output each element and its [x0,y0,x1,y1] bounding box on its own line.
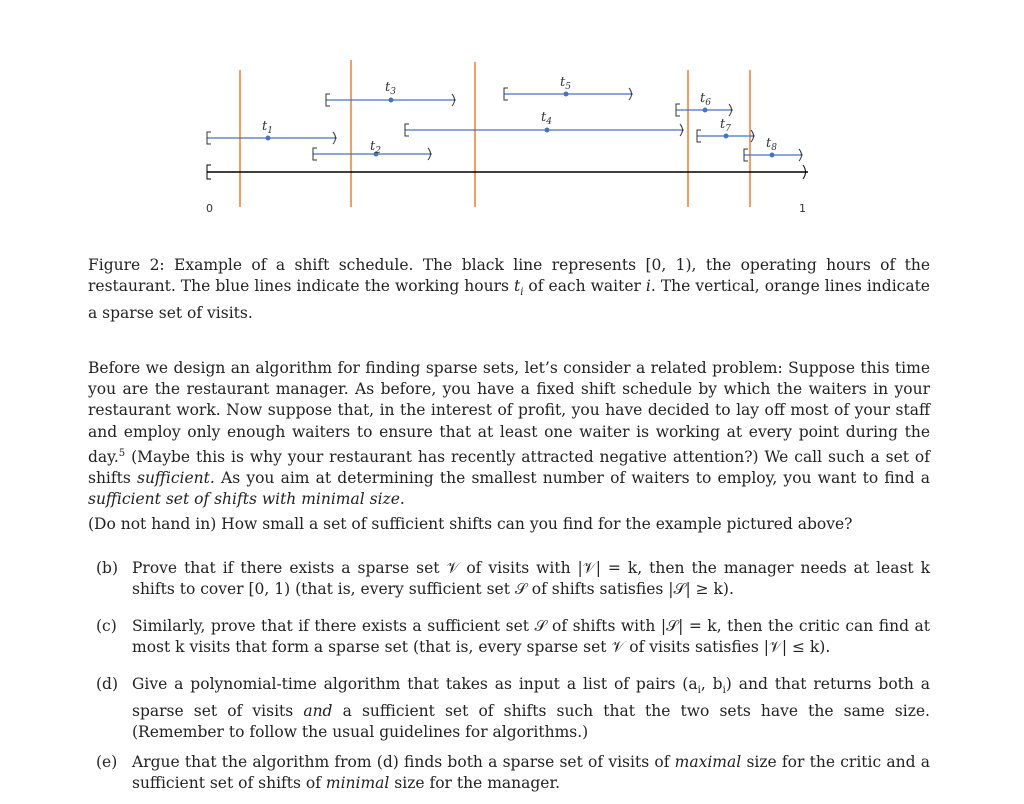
item-text: Similarly, prove that if there exists a sufficient set 𝒮 of shifts with |𝒮| = k, then the critic can find at most k visits that form a sparse set (that is, every sparse set 𝒱 of visits satisfies |𝒱| ≤ k). [132,617,930,656]
problem-item-c [96,616,930,658]
item-text: Prove that if there exists a sparse set 𝒱 of visits with |𝒱| = k, then the manager needs at least k shifts to cover [0, 1) (that is, every sufficient set 𝒮 of shifts satisfies |𝒮| ≥ k). [132,559,930,598]
question-text: (Do not hand in) How small a set of sufficient shifts can you find for the example pictured above? [88,515,853,533]
problem-item-e [96,752,930,794]
shift-labels [262,75,777,156]
shift-t4 [405,124,684,136]
shifts [207,88,803,161]
axis-end-label: 1 [799,202,806,215]
body-paragraph: Before we design an algorithm for finding sparse sets, let’s consider a related problem: Suppose this time you are the restaurant manager. As before, you have a fixed shift schedule by which the waiters in your restaurant work. Now suppose that, in the interest of profit, you have decided to lay off most of your staff and employ only enough waiters to ensure that at least one waiter is working at every point during the day.$^5$ (Maybe this is why your restaurant has recently attracted negative attention?) We call such a set of shifts sufficient. As you aim at determining the smallest number of waiters to employ, you want to find a sufficient set of shifts with minimal size. [88,359,930,509]
operating-hours-line [207,165,808,179]
shift-schedule-figure [0,0,1024,230]
shift-label-t4: $t_4$ [541,110,552,127]
item-label: (d) [96,675,119,693]
item-label: (b) [96,559,119,577]
shift-label-t5: $t_5$ [560,75,571,92]
shift-label-t1: $t_1$ [262,119,273,136]
shift-label-t6: $t_6$ [700,91,711,108]
visit-lines [240,60,750,207]
problem-item-b [96,558,930,600]
axis-start-label: 0 [206,202,213,215]
shift-label-t7: $t_7$ [720,117,731,134]
problem-item-d [96,674,930,743]
shift-label-t3: $t_3$ [385,80,396,97]
item-text: Argue that the algorithm from (d) finds both a sparse set of visits of maximal size for the critic and a sufficient set of shifts of minimal size for the manager. [132,753,930,792]
item-label: (e) [96,753,118,771]
item-label: (c) [96,617,117,635]
footnote-marker: 5 [118,447,126,459]
item-text: Give a polynomial-time algorithm that takes as input a list of pairs ($a_i$, $b_i$) and that returns both a sparse set of visits and a sufficient set of shifts such that the two sets have the same size. (Remember to follow the usual guidelines for algorithms.) [132,675,931,742]
shift-label-t2: $t_2$ [370,139,381,156]
shift-label-t8: $t_8$ [766,136,777,153]
figure-caption: Figure 2: Example of a shift schedule. The black line represents [0, 1), the operating hours of the restaurant. The blue lines indicate the working hours $t_i$ of each waiter i. The vertical, orange lines indicate a sparse set of visits. [88,256,930,323]
